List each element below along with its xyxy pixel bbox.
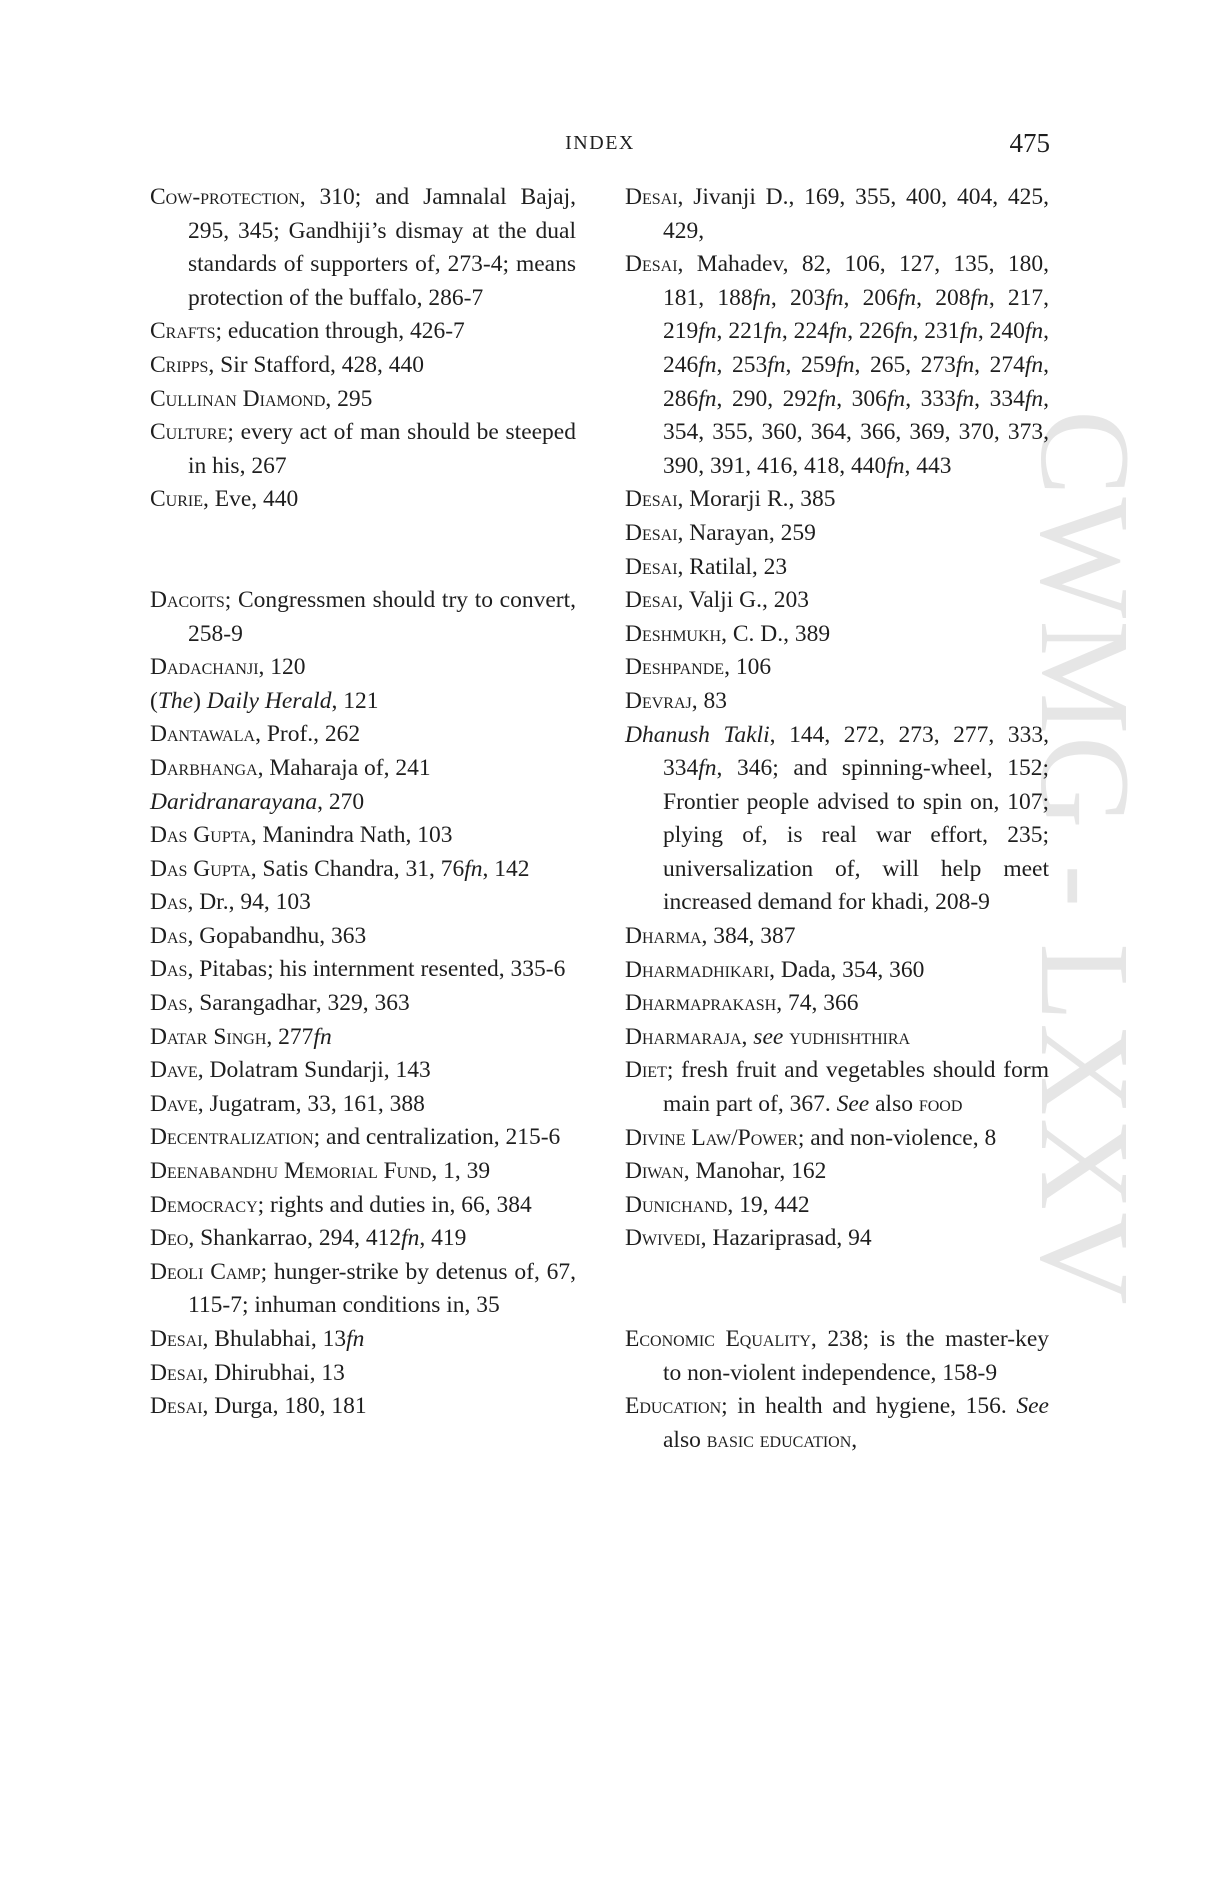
entry-heading: Das — [150, 956, 188, 983]
entry-heading: Democracy — [150, 1191, 258, 1218]
entry-heading: Curie — [150, 486, 204, 513]
entry-text: , 354, 355, 360, 364, 366, 369, 370, 373, 390, 391, 416, 418, 440 — [663, 385, 1050, 479]
entry-text: , C. D., 389 — [721, 620, 831, 647]
entry-italic-text: fn — [1024, 351, 1044, 378]
entry-text: , 334 — [974, 385, 1025, 412]
entry-italic-text: fn — [1024, 385, 1044, 412]
index-entry — [150, 1323, 576, 1357]
entry-text: ; Congressmen should try to convert, 258-9 — [188, 586, 576, 647]
index-entry — [625, 618, 1049, 652]
entry-heading: Deshmukh — [625, 620, 722, 647]
index-entry — [625, 1155, 1049, 1189]
entry-text: , 238; is the master-key to non-violent independence, 158-9 — [663, 1326, 1049, 1386]
entry-text: , 443 — [904, 452, 952, 479]
index-entry — [625, 1222, 1049, 1256]
index-entry — [150, 349, 576, 383]
entry-heading: Desai — [150, 1359, 203, 1386]
entry-heading: Das Gupta — [150, 855, 251, 882]
entry-heading: Datar Singh — [150, 1023, 267, 1050]
entry-italic-text: fn — [897, 284, 917, 311]
entry-text: , Manohar, 162 — [683, 1158, 827, 1185]
entry-text: , — [851, 1426, 858, 1453]
entry-italic-text: fn — [894, 318, 913, 345]
entry-text: ( — [150, 687, 158, 714]
entry-italic-text: fn — [836, 351, 855, 378]
entry-text: , 295 — [325, 385, 373, 412]
entry-heading: Deenabandhu Memorial Fund — [150, 1158, 432, 1185]
entry-text: , 208 — [916, 284, 971, 311]
entry-heading: Das Gupta — [150, 822, 251, 849]
entry-italic-text: fn — [767, 351, 786, 378]
entry-heading: Dantawala — [150, 721, 256, 748]
entry-text: , Jugatram, 33, 161, 388 — [197, 1090, 425, 1117]
entry-italic-text: fn — [698, 318, 717, 345]
entry-text: , Pitabas; his internment resented, 335-6 — [187, 956, 566, 983]
entry-heading: Desai — [625, 184, 678, 210]
entry-text: ; hunger-strike by detenus of, 67, 115-7; inhuman conditions in, 35 — [188, 1258, 576, 1319]
entry-heading: Cow-protection — [150, 184, 300, 210]
entry-text: , 240 — [977, 318, 1025, 345]
entry-heading: Dacoits — [150, 586, 225, 613]
entry-text: , Valji G., 203 — [677, 587, 809, 614]
index-entry — [150, 584, 576, 651]
entry-heading: food — [918, 1091, 963, 1118]
entry-italic-text: fn — [464, 855, 483, 882]
entry-italic-text: fn — [825, 284, 844, 311]
index-entry — [150, 1222, 576, 1256]
entry-text: , 290, 292 — [716, 385, 818, 412]
entry-italic-text: Daridranarayana — [150, 788, 318, 815]
entry-text: , 144, 272, 273, 277, 333, 334 — [663, 721, 1049, 782]
entry-text: , Shankarrao, 294, 412 — [188, 1225, 402, 1252]
page-number: 475 — [1009, 128, 1050, 158]
entry-heading: Dunichand — [625, 1191, 728, 1218]
entry-heading: Deo — [150, 1225, 189, 1252]
index-entry — [625, 483, 1049, 517]
index-entry — [150, 718, 576, 752]
entry-text: , Dr., 94, 103 — [187, 889, 311, 916]
entry-text: , 419 — [419, 1225, 467, 1252]
entry-text: also — [869, 1091, 919, 1118]
entry-text: , 286 — [663, 351, 1050, 412]
entry-heading: Dave — [150, 1090, 198, 1117]
entry-text: , 120 — [258, 654, 306, 681]
entry-text: ; and centralization, 215-6 — [313, 1124, 561, 1151]
index-entry — [150, 1088, 576, 1122]
entry-text: , 274 — [974, 351, 1025, 378]
index-entry — [150, 651, 576, 685]
entry-text: , 310; and Jamnalal Bajaj, 295, 345; Gandhiji’s dismay at the dual standards of supporters of, 273-4; means protection of the buffalo, 286-7 — [188, 184, 576, 311]
entry-heading: Desai — [625, 587, 678, 614]
index-entry — [150, 1054, 576, 1088]
entry-italic-text: Daily Herald — [206, 687, 332, 714]
index-entry — [625, 920, 1049, 954]
entry-heading: Economic Equality — [625, 1326, 811, 1352]
index-entry — [150, 786, 576, 820]
entry-text: , Sir Stafford, 428, 440 — [208, 351, 425, 378]
entry-heading: Dharma — [625, 923, 702, 950]
entry-text: , 246 — [663, 318, 1050, 378]
entry-text: , 217, 219 — [663, 284, 1050, 345]
entry-text: , 121 — [331, 687, 379, 714]
index-entry — [150, 819, 576, 853]
watermark-text: CWMG - LXXV — [1014, 410, 1156, 1307]
entry-heading: basic education — [706, 1426, 852, 1453]
entry-text: , 224 — [781, 318, 829, 345]
entry-text: , Dada, 354, 360 — [769, 956, 925, 983]
entry-text: , 226 — [847, 318, 895, 345]
index-entry — [625, 517, 1049, 551]
entry-text: , Manindra Nath, 103 — [250, 822, 453, 849]
entry-text: , Morarji R., 385 — [677, 486, 836, 513]
entry-text: , Gopabandhu, 363 — [187, 922, 367, 949]
entry-heading: Deoli Camp — [150, 1258, 261, 1285]
entry-text: , 106 — [724, 654, 772, 681]
entry-text: , 83 — [691, 687, 728, 714]
index-entry — [150, 1189, 576, 1223]
entry-text: also — [663, 1426, 707, 1453]
entry-text: , Hazariprasad, 94 — [700, 1225, 872, 1252]
entry-text: , Narayan, 259 — [677, 519, 816, 546]
entry-italic-text: fn — [959, 318, 978, 345]
entry-text: , Bhulabhai, 13 — [202, 1326, 347, 1352]
index-entry — [150, 1121, 576, 1155]
entry-heading: Dave — [150, 1057, 198, 1084]
entry-italic-text: fn — [955, 351, 975, 378]
index-entry — [625, 987, 1049, 1021]
entry-italic-text: fn — [763, 318, 782, 345]
entry-heading: Dharmaprakash — [625, 990, 777, 1017]
entry-text: , 74, 366 — [776, 990, 859, 1017]
entry-italic-text: fn — [698, 755, 717, 782]
index-entry — [625, 1323, 1049, 1390]
entry-text: , 221 — [716, 318, 764, 345]
index-entry — [150, 181, 576, 315]
entry-heading: Devraj — [625, 687, 692, 714]
index-entry — [150, 953, 576, 987]
entry-text: , 346; and spinning-wheel, 152; Frontier people advised to spin on, 107; plying of, is real war effort, 235; universalization of, will help meet increased demand for khadi, 208-9 — [663, 755, 1049, 916]
entry-text: ; in health and hygiene, 156. — [721, 1393, 1017, 1420]
index-entry — [625, 248, 1049, 483]
entry-text: , 265, 273 — [854, 351, 956, 378]
entry-text: , 384, 387 — [701, 923, 796, 950]
entry-italic-text: fn — [886, 452, 905, 479]
index-entry — [150, 483, 576, 517]
entry-heading: Das — [150, 922, 188, 949]
index-entry — [625, 719, 1049, 921]
index-entry — [625, 1122, 1049, 1156]
entry-text: , Maharaja of, 241 — [257, 754, 431, 781]
index-entry — [150, 853, 576, 887]
entry-text: , Mahadev, 82, 106, 127, 135, 180, 181, 188 — [663, 251, 1049, 311]
index-entry — [150, 1357, 576, 1391]
index-entry — [150, 1021, 576, 1055]
index-entry — [150, 1155, 576, 1189]
entry-text: , 231 — [912, 318, 960, 345]
entry-heading: Education — [625, 1393, 722, 1420]
entry-heading: Dharmaraja — [625, 1023, 742, 1050]
entry-text: , 142 — [482, 855, 530, 882]
entry-italic-text: fn — [313, 1023, 332, 1050]
index-column-right — [625, 181, 1049, 1457]
entry-text: , Sarangadhar, 329, 363 — [187, 990, 410, 1017]
entry-heading: Dwivedi — [625, 1225, 701, 1252]
entry-heading: Cullinan Diamond — [150, 385, 326, 412]
entry-heading: Desai — [625, 251, 678, 278]
page-header — [150, 128, 1050, 162]
entry-heading: Desai — [625, 519, 678, 546]
entry-italic-text: The — [157, 687, 194, 714]
entry-heading: yudhishthira — [789, 1023, 911, 1050]
entry-text: , Dolatram Sundarji, 143 — [197, 1057, 431, 1084]
entry-text: , 259 — [785, 351, 837, 378]
index-entry — [625, 181, 1049, 248]
index-entry — [150, 886, 576, 920]
entry-heading: Culture — [150, 419, 228, 446]
entry-heading: Das — [150, 889, 188, 916]
entry-heading: Cripps — [150, 351, 209, 378]
entry-text: , Ratilal, 23 — [677, 553, 788, 580]
entry-italic-text: Dhanush Takli — [625, 721, 770, 748]
entry-italic-text: fn — [698, 351, 717, 378]
entry-italic-text: fn — [955, 385, 975, 412]
entry-heading: Dadachanji — [150, 654, 259, 681]
entry-text: ; fresh fruit and vegetables should form main part of, 367. — [663, 1057, 1049, 1118]
index-entry — [625, 1390, 1049, 1457]
entry-text: , Satis Chandra, 31, 76 — [250, 855, 465, 882]
index-column-left — [150, 181, 576, 1424]
entry-italic-text: fn — [970, 284, 989, 311]
entry-text: , Eve, 440 — [203, 486, 299, 513]
entry-text: , 1, 39 — [431, 1158, 491, 1185]
entry-italic-text: fn — [1024, 318, 1044, 345]
entry-text: , Prof., 262 — [255, 721, 361, 748]
index-entry — [625, 651, 1049, 685]
entry-heading: Das — [150, 990, 188, 1017]
entry-text: , 203 — [770, 284, 826, 311]
index-entry — [625, 685, 1049, 719]
index-entry — [625, 584, 1049, 618]
entry-text: , 270 — [317, 788, 365, 815]
running-head: INDEX — [565, 132, 635, 154]
index-entry — [150, 1390, 576, 1424]
entry-italic-text: fn — [346, 1326, 365, 1352]
index-entry — [150, 920, 576, 954]
entry-heading: Deshpande — [625, 654, 725, 681]
entry-heading: Crafts — [150, 318, 216, 345]
entry-heading: Desai — [150, 1326, 203, 1352]
index-entry — [150, 987, 576, 1021]
entry-heading: Divine Law/Power — [625, 1124, 798, 1151]
index-entry — [625, 551, 1049, 585]
entry-italic-text: See — [836, 1091, 870, 1118]
entry-italic-text: see — [753, 1023, 784, 1050]
entry-heading: Desai — [625, 486, 678, 513]
entry-heading: Desai — [625, 553, 678, 580]
entry-text: , 277 — [266, 1023, 314, 1050]
entry-italic-text: See — [1016, 1393, 1049, 1420]
index-entry — [150, 315, 576, 349]
index-entry — [150, 1256, 576, 1323]
index-entry — [625, 1054, 1049, 1121]
entry-italic-text: fn — [698, 385, 717, 412]
entry-text: , 306 — [836, 385, 887, 412]
entry-text: , 206 — [843, 284, 898, 311]
entry-text: ; rights and duties in, 66, 384 — [257, 1191, 532, 1218]
index-entry — [150, 416, 576, 483]
entry-text: , Jivanji D., 169, 355, 400, 404, 425, 429, — [663, 184, 1049, 244]
index-entry — [625, 954, 1049, 988]
entry-italic-text: fn — [817, 385, 837, 412]
entry-text: ) — [193, 687, 207, 714]
index-entry — [625, 1021, 1049, 1055]
index-entry — [625, 1189, 1049, 1223]
index-entry — [150, 685, 576, 719]
index-entry — [150, 383, 576, 417]
entry-heading: Dharmadhikari — [625, 956, 770, 983]
entry-text: , Dhirubhai, 13 — [202, 1359, 345, 1386]
entry-heading: Decentralization — [150, 1124, 314, 1151]
index-entry — [150, 752, 576, 786]
entry-text: , — [741, 1023, 754, 1050]
entry-heading: Diwan — [625, 1158, 684, 1185]
entry-text: , Durga, 180, 181 — [202, 1393, 367, 1420]
entry-text: , 333 — [905, 385, 956, 412]
entry-text: ; education through, 426-7 — [215, 318, 465, 345]
entry-text: , 253 — [716, 351, 768, 378]
entry-heading: Darbhanga — [150, 754, 258, 781]
entry-heading: Diet — [625, 1057, 667, 1084]
entry-text: , 19, 442 — [727, 1191, 810, 1218]
entry-italic-text: fn — [752, 284, 771, 311]
entry-italic-text: fn — [886, 385, 906, 412]
entry-italic-text: fn — [401, 1225, 420, 1252]
entry-text: ; every act of man should be steeped in his, 267 — [188, 419, 576, 479]
entry-italic-text: fn — [828, 318, 848, 345]
entry-text: ; and non-violence, 8 — [797, 1124, 997, 1151]
entry-heading: Desai — [150, 1393, 203, 1420]
